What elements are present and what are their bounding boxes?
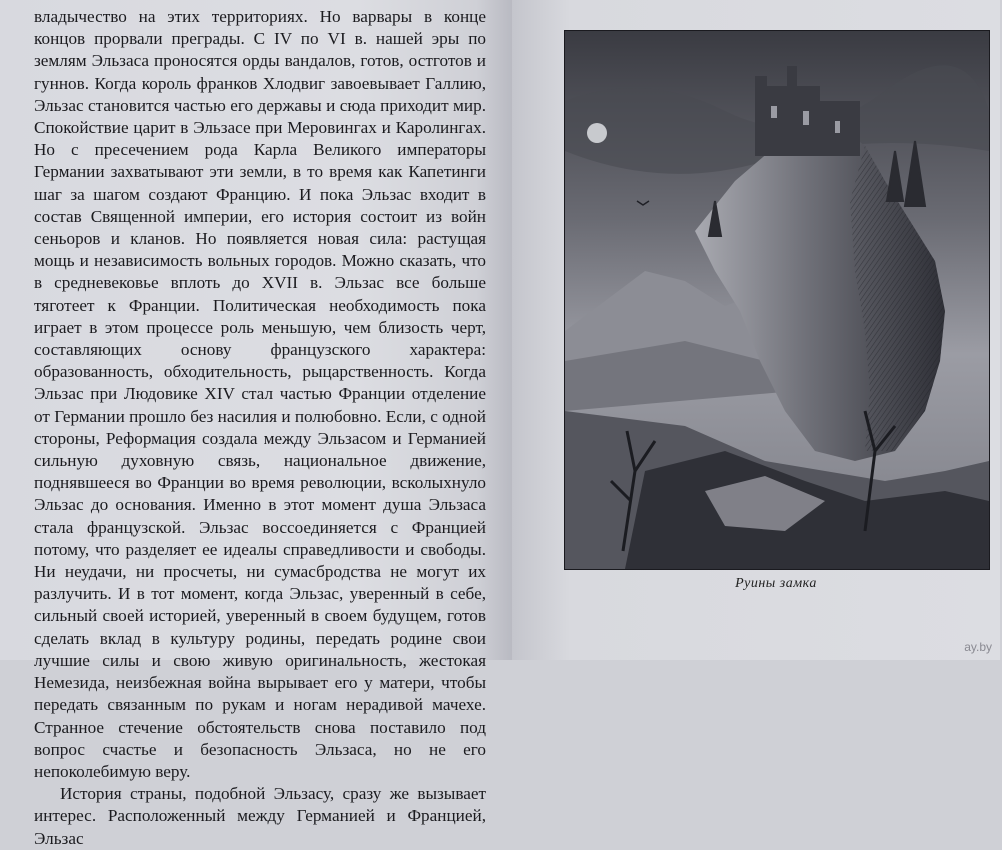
- right-page: [512, 0, 1000, 660]
- castle-ruins-engraving: [564, 30, 990, 570]
- bleed-through-text: [672, 614, 1002, 660]
- moon: [587, 123, 607, 143]
- body-text: [34, 6, 486, 850]
- paragraph-new: История страны, подобной Эльзасу, сразу же вызывает интерес. Расположенный между Германией и Францией, Эльзас: [34, 784, 486, 848]
- paragraph-continued: владычество на этих территориях. Но варвары в конце концов прорвали преграды. С IV по VI в. нашей эры по землям Эльзаса проносятся орды вандалов, готов, остготов и гуннов. Когда король франков Хлодвиг завоевывает Галлию, Эльзас становится частью его державы и сюда приходит мир. Спокойствие царит в Эльзасе при Меровингах и Каролингах. Но с пресечением рода Карла Великого императоры Германии захватывают эти земли, в то время как Капетинги шаг за шагом создают Францию. И пока Эльзас входит в состав Священной империи, его история состоит из войн сеньоров и кланов. Но появляется новая сила: растущая мощь и независимость вольных городов. Можно сказать, что в средневековье вплоть до XVII в. Эльзас все больше тяготеет к Франции. Политическая необходимость пока играет в этом процессе роль меньшую, чем близость черт, составляющих основу французского характера: образованность, обходительность, рыцарственность. Когда Эльзас при Людовике XIV стал частью Франции отделение от Германии прошло без насилия и полюбовно. Если, с одной стороны, Реформация создала между Эльзасом и Германией сильную духовную связь, национальное движение, поднявшееся во Франции во время революции, всколыхнуло Эльзас до основания. Именно в этот момент душа Эльзаса стала французской. Эльзас воссоединяется с Францией потому, что разделяет ее идеалы справедливости и свободы. Ни неудачи, ни просчеты, ни сумасбродства не могут их разлучить. И в тот момент, когда Эльзас, уверенный в себе, сильный своей историей, уверенный в своем будущем, готов сделать вклад в культуру родины, передать родине свои лучшие силы и свою живую оригинальность, жестокая Немезида, неизбежная война вырывает его у матери, чтобы передать связанным по рукам и ногам нерадивой мачехе. Странное стечение обстоятельств снова поставило под вопрос счастье и безопасность Эльзаса, но не его непоколебимую веру.: [34, 7, 486, 781]
- watermark: ay.by: [964, 640, 992, 654]
- figure-caption: Руины замка: [735, 576, 817, 591]
